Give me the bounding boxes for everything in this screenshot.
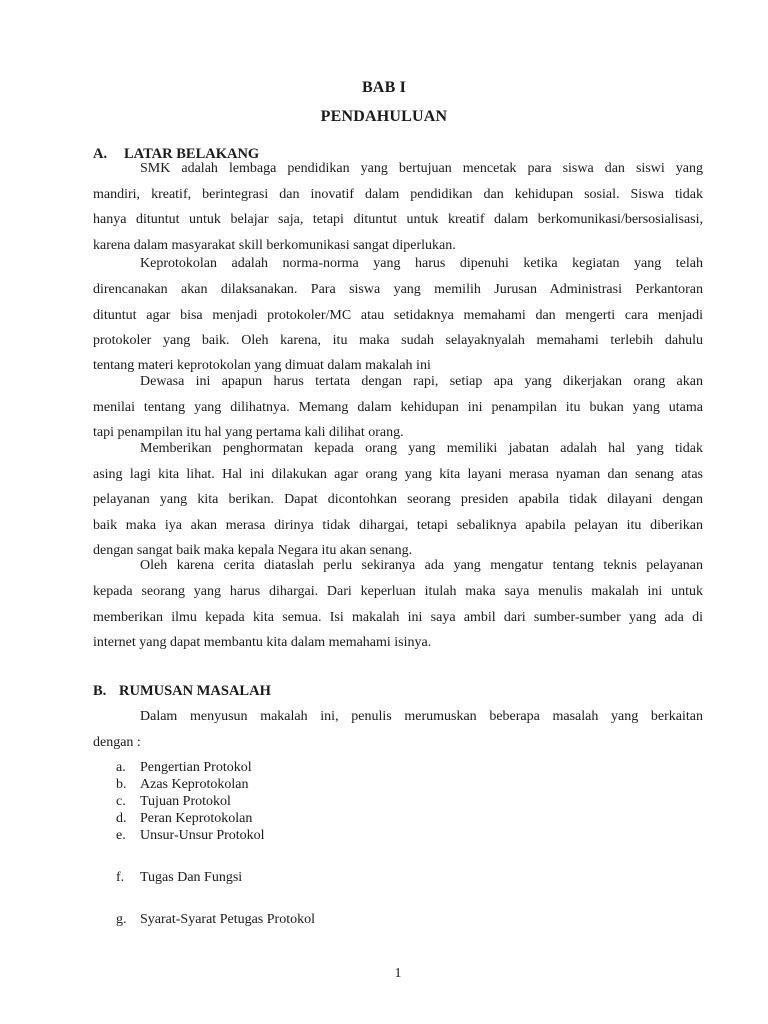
paragraph-line: tapi penampilan itu hal yang pertama kali dilihat orang. bbox=[93, 425, 404, 440]
list-item-marker: e. bbox=[116, 828, 126, 843]
paragraph-line: Dewasa ini apapun harus tertata dengan rapi, setiap apa yang dikerjakan orang akan bbox=[140, 374, 703, 389]
list-item: Tujuan Protokol bbox=[140, 794, 231, 809]
paragraph-line: karena dalam masyarakat skill berkomunikasi sangat diperlukan. bbox=[93, 238, 456, 253]
paragraph-line: SMK adalah lembaga pendidikan yang bertujuan mencetak para siswa dan siswi yang bbox=[140, 161, 703, 176]
list-item-marker: a. bbox=[116, 760, 126, 775]
paragraph-line: hanya dituntut untuk belajar saja, tetapi dituntut untuk kreatif dalam berkomunikasi/bersosialisasi, bbox=[93, 212, 703, 227]
paragraph-line: Memberikan penghormatan kepada orang yang memiliki jabatan adalah hal yang tidak bbox=[140, 441, 703, 456]
rumusan-paragraph-line: dengan : bbox=[93, 735, 141, 750]
section-b-title: RUMUSAN MASALAH bbox=[119, 683, 271, 699]
list-item: Azas Keprotokolan bbox=[140, 777, 249, 792]
paragraph-line: mandiri, kreatif, berintegrasi dan inovatif dalam pendidikan dan kehidupan sosial. Siswa tidak bbox=[93, 187, 703, 202]
list-item-marker: d. bbox=[116, 811, 127, 826]
paragraph-line: dituntut agar bisa menjadi protokoler/MC atau setidaknya memahami dan mengerti cara menjadi bbox=[93, 308, 703, 323]
list-item-marker: c. bbox=[116, 794, 126, 809]
paragraph-line: kepada seorang yang harus dihargai. Dari keperluan itulah maka saya menulis makalah ini untuk bbox=[93, 584, 703, 599]
chapter-title: PENDAHULUAN bbox=[320, 108, 448, 125]
list-item: Unsur-Unsur Protokol bbox=[140, 828, 265, 843]
rumusan-paragraph-line: Dalam menyusun makalah ini, penulis merumuskan beberapa masalah yang berkaitan bbox=[140, 709, 703, 724]
page-number: 1 bbox=[394, 966, 402, 981]
paragraph-line: menilai tentang yang dilihatnya. Memang dalam kehidupan ini penampilan itu bukan yang utama bbox=[93, 400, 703, 415]
paragraph-line: tentang materi keprotokolan yang dimuat dalam makalah ini bbox=[93, 358, 431, 373]
list-item-marker: f. bbox=[116, 870, 125, 885]
list-item-marker: g. bbox=[116, 912, 127, 927]
paragraph-line: baik maka iya akan merasa dirinya tidak dihargai, tetapi sebaliknya apabila pelayan itu diberikan bbox=[93, 518, 703, 533]
paragraph-line: memberikan ilmu kepada kita semua. Isi makalah ini saya ambil dari sumber-sumber yang ada di bbox=[93, 610, 703, 625]
paragraph-line: protokoler yang baik. Oleh karena, itu maka sudah selayaknyalah memahami terlebih dahulu bbox=[93, 333, 703, 348]
paragraph-line: Keprotokolan adalah norma-norma yang harus dipenuhi ketika kegiatan yang telah bbox=[140, 256, 703, 271]
list-item: Peran Keprotokolan bbox=[140, 811, 253, 826]
list-item-marker: b. bbox=[116, 777, 127, 792]
paragraph-line: dengan sangat baik maka kepala Negara itu akan senang. bbox=[93, 543, 413, 558]
section-b-marker: B. bbox=[93, 683, 107, 699]
paragraph-line: Oleh karena cerita diataslah perlu sekiranya ada yang mengatur tentang teknis pelayanan bbox=[140, 558, 703, 573]
list-item: Tugas Dan Fungsi bbox=[140, 870, 243, 885]
section-a-title: LATAR BELAKANG bbox=[124, 146, 260, 162]
paragraph-line: pelayanan yang kita berikan. Dapat dicontohkan seorang presiden apabila tidak dilayani dengan bbox=[93, 492, 703, 507]
paragraph-line: asing lagi kita lihat. Hal ini dilakukan agar orang yang kita layani merasa nyaman dan senang atas bbox=[93, 467, 703, 482]
paragraph-line: internet yang dapat membantu kita dalam memahami isinya. bbox=[93, 635, 432, 650]
list-item: Pengertian Protokol bbox=[140, 760, 252, 775]
paragraph-line: direncanakan akan dilaksanakan. Para siswa yang memilih Jurusan Administrasi Perkantoran bbox=[93, 282, 703, 297]
list-item: Syarat-Syarat Petugas Protokol bbox=[140, 912, 315, 927]
section-a-marker: A. bbox=[93, 146, 108, 162]
chapter-label: BAB I bbox=[361, 79, 407, 96]
